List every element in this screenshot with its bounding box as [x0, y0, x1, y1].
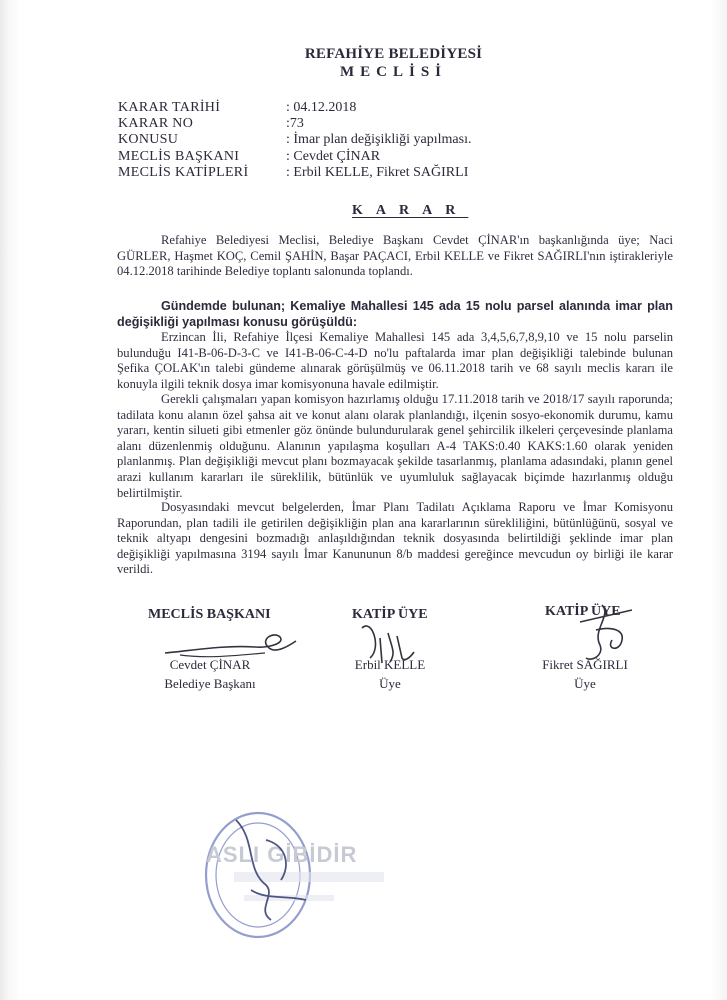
meta-label: MECLİS KATİPLERİ [118, 164, 249, 180]
stamp-signature [236, 820, 306, 920]
meta-value: : Erbil KELLE, Fikret SAĞIRLI [286, 164, 469, 180]
meta-row-clerks [118, 165, 471, 181]
meta-value: : İmar plan değişikliği yapılması. [286, 132, 472, 148]
meta-value: :73 [286, 116, 304, 132]
certified-copy-stamp [196, 800, 396, 950]
stamp-text: ASLI GİBİDİR [206, 842, 358, 867]
intro-paragraph: Refahiye Belediyesi Meclisi, Belediye Başkanı Cevdet ÇİNAR'ın başkanlığında üye; Naci GÜRLER, Haşmet KOÇ, Cemil ŞAHİN, Başar PAÇACI, Erbil KELLE ve Fikret SAĞIRLI'nın iştirakleriyle 04.12.2018 tarihinde Belediye toplantı salonunda toplandı. [117, 233, 673, 279]
paragraph-request: Erzincan İli, Refahiye İlçesi Kemaliye Mahallesi 145 ada 3,4,5,6,7,8,9,10 ve 15 nolu parselin bulunduğu I41-B-06-D-3-C ve I41-B-06-C-4-D no'lu paftalarda imar plan değişikliği talebinde bulunan Şefika ÇOLAK'ın talebi gündeme alınarak görüşülmüş ve 06.11.2018 tarih ve 68 sayılı meclis kararı ile konuyla ilgili teknik dosya imar komisyonuna havale edilmiştir. [117, 330, 673, 391]
signature-name-clerk-1: Erbil KELLE [354, 657, 426, 672]
paragraph-resolution: Dosyasındaki mevcut belgelerden, İmar Planı Tadilatı Açıklama Raporu ve İmar Komisyonu Raporundan, plan tadili ile getirilen değişikliğin plan ana kararlarının sürekliliğini, bütünlüğünü, sosyal ve teknik altyapı dengesini bozmadığı anlaşıldığından teknik dosyasında belirtildiği şeklinde imar plan değişikliği yapılmasına 3194 sayılı İmar Kanununun 8/b maddesi gereğince mevcudun oy birliği ile karar verildi. [117, 500, 673, 577]
agenda-heading: Gündemde bulunan; Kemaliye Mahallesi 145 ada 15 nolu parsel alanında imar plan değişikliği yapılması konusu görüşüldü: [117, 299, 673, 329]
decision-metadata [118, 100, 471, 181]
signature-role-chairman: Belediye Başkanı [164, 676, 256, 691]
signature-name-chairman: Cevdet ÇİNAR [169, 657, 251, 672]
paragraph-commission-report: Gerekli çalışmaları yapan komisyon hazırlamış olduğu 17.11.2018 tarih ve 2018/17 sayılı raporunda; tadilata konu alanın özel şahsa ait ve konut alanı olarak planlandığı, ilçenin sosyo-ekonomik durumu, kamu yararı, kentin silueti gibi etmenler göz önünde bulundurularak genel şehircilik ilkeleri çerçevesinde planlama alanı düzenlenmiş olduğunu. Alanının yapılaşma koşulları A-4 TAKS:0.40 KAKS:1.60 olarak yeniden planlanmış. Plan değişikliği mevcut planı bozmayacak şekilde tasarlanmış, planlama adasındaki, planın genel arazi kullanım kararları ile süreklilik, bütünlük ve uyumluluk sağlayacak biçimde hazırlanmış olduğu belirtilmiştir. [117, 392, 673, 500]
decision-heading: KARAR [352, 203, 469, 218]
meta-row-number [118, 116, 471, 132]
signature-title-clerk-2: KATİP ÜYE [545, 604, 621, 619]
meta-row-date [118, 100, 471, 116]
meta-label: KARAR TARİHİ [118, 100, 221, 115]
signature-role-clerk-2: Üye [574, 676, 596, 691]
signature-role-clerk-1: Üye [379, 676, 401, 691]
institution-title: REFAHİYE BELEDİYESİ [304, 46, 483, 62]
meta-value: : Cevdet ÇİNAR [286, 148, 381, 164]
meta-label: KARAR NO [118, 116, 194, 132]
council-title: MECLİSİ [339, 64, 448, 80]
signature-title-clerk-1: KATİP ÜYE [352, 607, 428, 622]
signature-title-chairman: MECLİS BAŞKANI [148, 607, 271, 622]
meta-row-chairman [118, 149, 471, 165]
meta-label: KONUSU [118, 132, 179, 148]
meta-row-subject [118, 132, 471, 148]
meta-value: : 04.12.2018 [286, 100, 357, 115]
signature-name-clerk-2: Fikret SAĞIRLI [542, 657, 628, 672]
meta-label: MECLİS BAŞKANI [118, 148, 240, 164]
